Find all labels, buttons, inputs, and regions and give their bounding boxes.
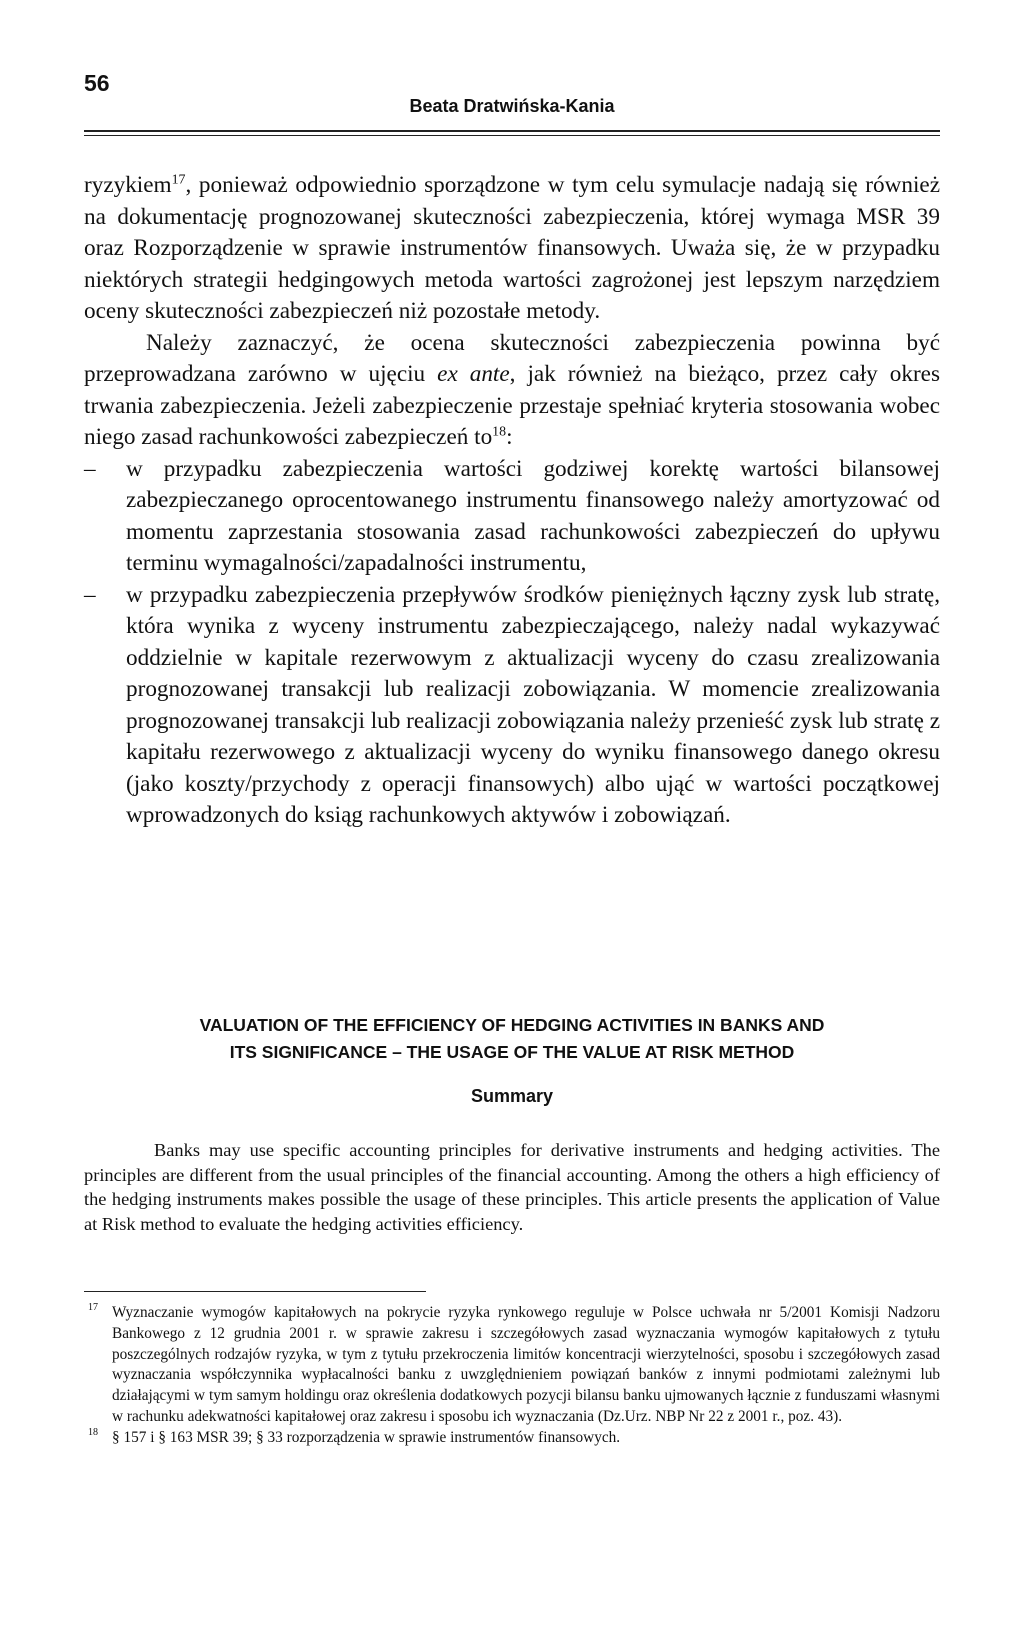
list-dash: – bbox=[84, 455, 96, 482]
summary-text: Banks may use specific accounting principles for derivative instruments and hedging activities. The principles are different from the usual principles of the financial accounting. Among the others a high efficiency of the hedging instruments makes possible the usage of these principles. This article presents the application of Value at Risk method to evaluate the hedging activities efficiency. bbox=[84, 1140, 940, 1234]
footnote-ref: 17 bbox=[171, 172, 186, 188]
paragraph-text: ryzykiem bbox=[84, 172, 172, 198]
list-item-text: w przypadku zabezpieczenia wartości godziwej korektę wartości bilansowej zabezpieczanego oprocentowanego instrumentu finansowego należy amortyzować od momentu zaprzestania stosowania zasad rachunkowości zabezpieczeń do upływu terminu wymagalności/zapadalności instrumentu, bbox=[126, 455, 940, 576]
footnote-ref: 18 bbox=[492, 424, 507, 440]
footnote-mark: 17 bbox=[88, 1302, 98, 1313]
footnote-rule bbox=[84, 1291, 426, 1292]
footnote-text: § 157 i § 163 MSR 39; § 33 rozporządzenia w sprawie instrumentów finansowych. bbox=[112, 1428, 621, 1446]
paragraph-text: : bbox=[506, 424, 513, 450]
page-number: 56 bbox=[84, 70, 110, 96]
header-rule bbox=[84, 130, 940, 136]
italic-term: ex ante bbox=[437, 361, 510, 387]
list-item-text: w przypadku zabezpieczenia przepływów środków pieniężnych łączny zysk lub stratę, która wynika z wyceny instrumentu zabezpieczającego, należy nadal wykazywać oddzielnie w kapitale rezerwowym z aktualizacji wyceny do czasu zrealizowania prognozowanej transakcji lub realizacji zobowiązania. W momencie zrealizowania prognozowanej transakcji lub realizacji zobowiązania należy przenieść zysk lub stratę z kapitału rezerwowego z aktualizacji wyceny do wyniku finansowego danego okresu (jako koszty/przychody z operacji finansowych) albo ująć w wartości początkowej wprowadzonych do ksiąg rachunkowych aktywów i zobowiązań. bbox=[126, 581, 940, 828]
footnotes bbox=[84, 1303, 940, 1449]
footnote-mark: 18 bbox=[88, 1426, 98, 1438]
paragraph-text: Należy zaznaczyć, że ocena skuteczności zabezpieczenia powinna być przeprowadzana zarówno w ujęciu bbox=[84, 329, 940, 387]
running-head-author: Beata Dratwińska-Kania bbox=[409, 96, 615, 116]
footnote-text: Wyznaczanie wymogów kapitałowych na pokrycie ryzyka rynkowego reguluje w Polsce uchwała nr 5/2001 Komisji Nadzoru Bankowego z 12 grudnia 2001 r. w sprawie zakresu i szczegółowych zasad wyznaczania wymogów kapitałowych z tytułu poszczególnych rodzajów ryzyka, w tym z tytułu przekroczenia limitów koncentracji wierzytelności, sposobu i szczegółowych zasad wyznaczania współczynnika wypłacalności banku z uwzględnieniem powiązań banków z innymi podmiotami zależnymi lub działającymi w tym samym holdingu oraz określenia dodatkowych pozycji bilansu banku ujmowanych łącznie z funduszami własnymi w rachunku adekwatności kapitałowej oraz zakresu i sposobu ich wyznaczania (Dz.Urz. NBP Nr 22 z 2001 r., poz. 43). bbox=[112, 1304, 940, 1425]
summary-heading: Summary bbox=[470, 1086, 554, 1106]
paragraph bbox=[84, 328, 940, 454]
summary-title bbox=[84, 1012, 940, 1066]
footnote bbox=[84, 1428, 940, 1449]
footnote bbox=[84, 1303, 940, 1428]
list-item bbox=[84, 454, 940, 580]
paragraph bbox=[84, 170, 940, 328]
list-item bbox=[84, 580, 940, 832]
body-text bbox=[84, 170, 940, 832]
paragraph-text: , jak również na bieżąco, przez cały okres trwania zabezpieczenia. Jeżeli zabezpieczenie przestaje spełniać kryteria stosowania wobec niego zasad rachunkowości zabezpieczeń to bbox=[84, 361, 940, 450]
summary-title-line: ITS SIGNIFICANCE – THE USAGE OF THE VALUE AT RISK METHOD bbox=[229, 1042, 795, 1062]
list-dash: – bbox=[84, 581, 96, 608]
summary-title-line: VALUATION OF THE EFFICIENCY OF HEDGING ACTIVITIES IN BANKS AND bbox=[199, 1015, 825, 1035]
paragraph-text: , ponieważ odpowiednio sporządzone w tym celu symulacje nadają się również na dokumentację prognozowanej skuteczności zabezpieczenia, której wymaga MSR 39 oraz Rozporządzenie w sprawie instrumentów finansowych. Uważa się, że w przypadku niektórych strategii hedgingowych metoda wartości zagrożonej jest lepszym narzędziem oceny skuteczności zabezpieczeń niż pozostałe metody. bbox=[84, 172, 940, 324]
